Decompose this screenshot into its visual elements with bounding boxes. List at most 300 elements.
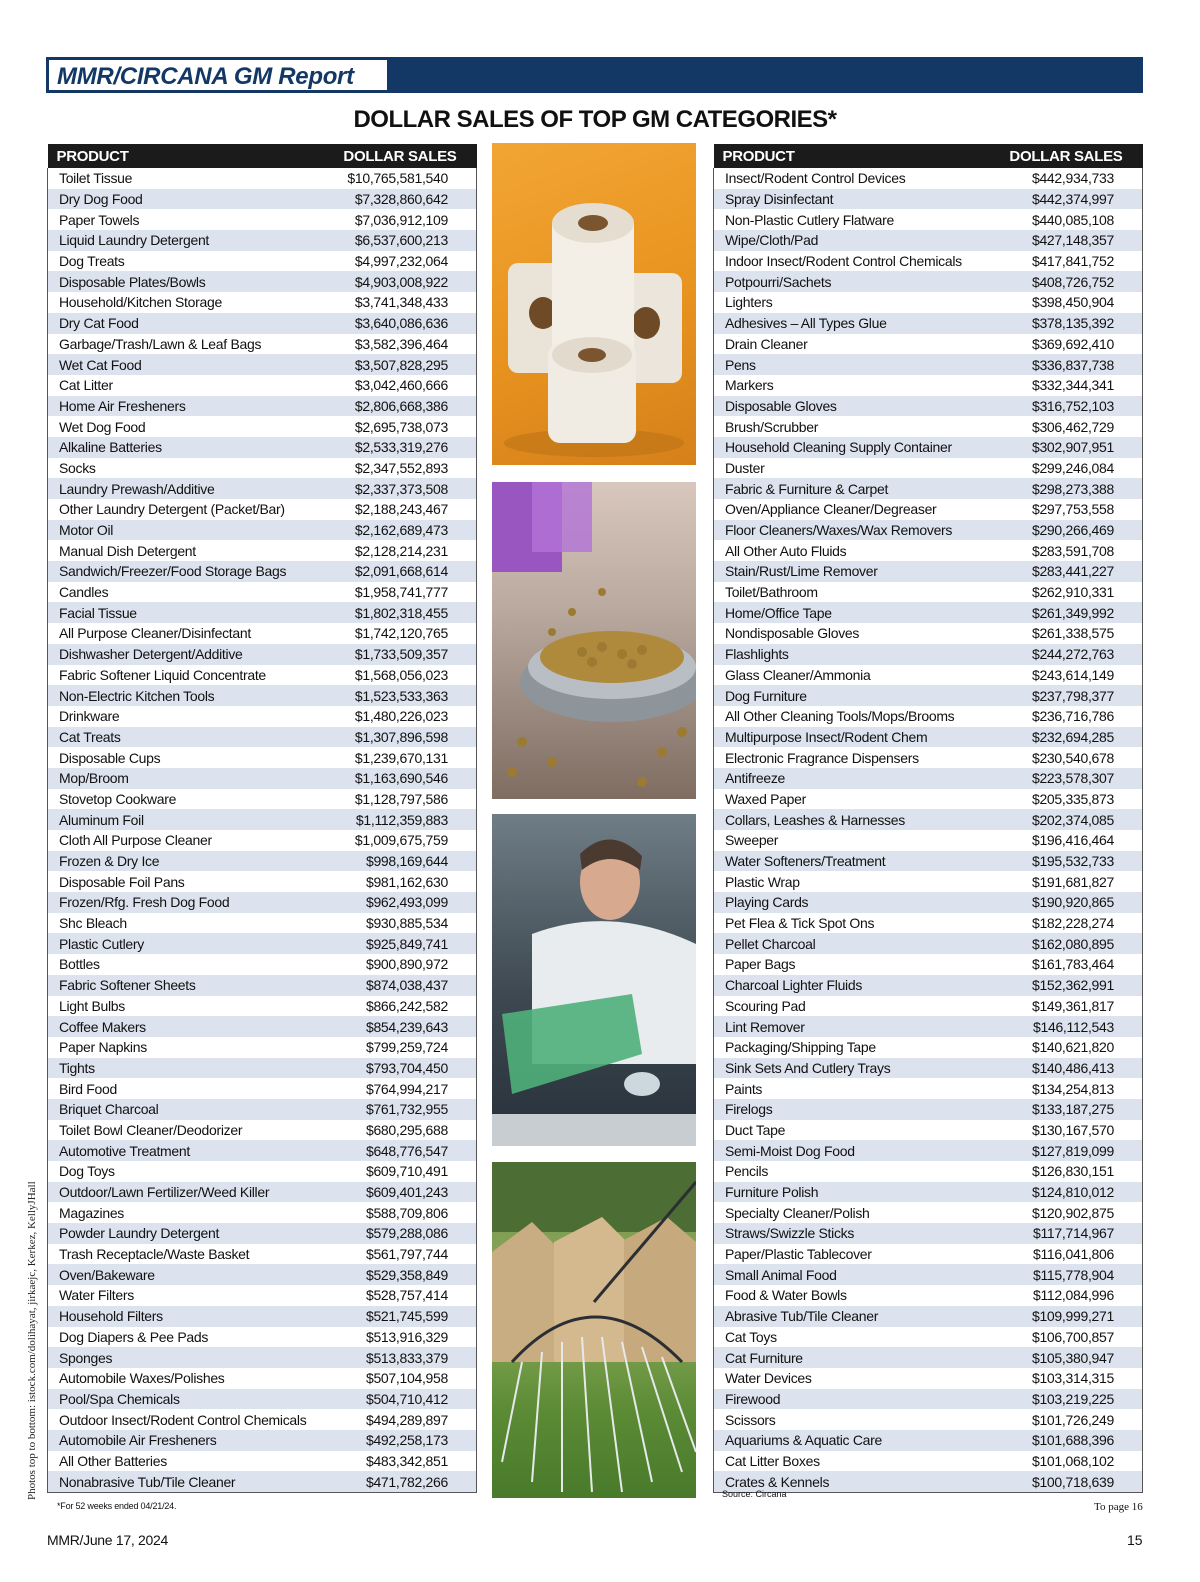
- table-row: [48, 230, 477, 251]
- product-cell: Other Laundry Detergent (Packet/Bar): [48, 499, 331, 520]
- product-cell: Aluminum Foil: [48, 809, 331, 830]
- product-cell: Antifreeze: [714, 768, 993, 789]
- table-row: [48, 437, 477, 458]
- dollar-sales-cell: $3,640,086,636: [331, 313, 477, 334]
- table-row: [48, 520, 477, 541]
- table-row: [48, 871, 477, 892]
- dollar-sales-cell: $149,361,817: [993, 996, 1143, 1017]
- dollar-sales-cell: $442,374,997: [993, 189, 1143, 210]
- banner-title: MMR/CIRCANA GM Report: [57, 63, 354, 90]
- dollar-sales-cell: $223,578,307: [993, 768, 1143, 789]
- dollar-sales-cell: $290,266,469: [993, 520, 1143, 541]
- table-row: [48, 1099, 477, 1120]
- dollar-sales-cell: $10,765,581,540: [331, 168, 477, 189]
- product-cell: Paper Napkins: [48, 1037, 331, 1058]
- product-cell: Disposable Foil Pans: [48, 871, 331, 892]
- table-row: [48, 1161, 477, 1182]
- table-row: [48, 478, 477, 499]
- page-title: DOLLAR SALES OF TOP GM CATEGORIES*: [353, 106, 837, 133]
- product-cell: Paints: [714, 1078, 993, 1099]
- table-row: [48, 975, 477, 996]
- table-row: [714, 375, 1143, 396]
- table-row: [48, 1140, 477, 1161]
- product-cell: Oven/Bakeware: [48, 1264, 331, 1285]
- dollar-sales-cell: $232,694,285: [993, 727, 1143, 748]
- product-cell: Cat Litter: [48, 375, 331, 396]
- product-cell: Spray Disinfectant: [714, 189, 993, 210]
- product-cell: All Other Batteries: [48, 1451, 331, 1472]
- product-cell: Cat Furniture: [714, 1347, 993, 1368]
- dollar-sales-cell: $109,999,271: [993, 1306, 1143, 1327]
- dollar-sales-cell: $427,148,357: [993, 230, 1143, 251]
- dollar-sales-cell: $1,568,056,023: [331, 665, 477, 686]
- banner-title-box: [48, 59, 388, 91]
- dollar-sales-cell: $124,810,012: [993, 1182, 1143, 1203]
- table-row: [714, 1140, 1143, 1161]
- table-row: [48, 644, 477, 665]
- product-cell: Automobile Air Fresheners: [48, 1430, 331, 1451]
- table-row: [48, 747, 477, 768]
- product-cell: Outdoor Insect/Rodent Control Chemicals: [48, 1409, 331, 1430]
- dollar-sales-cell: $588,709,806: [331, 1202, 477, 1223]
- dollar-sales-cell: $930,885,534: [331, 913, 477, 934]
- product-cell: Glass Cleaner/Ammonia: [714, 665, 993, 686]
- table-row: [714, 809, 1143, 830]
- table-row: [714, 230, 1143, 251]
- dollar-sales-cell: $494,289,897: [331, 1409, 477, 1430]
- product-cell: Non-Electric Kitchen Tools: [48, 685, 331, 706]
- product-cell: Multipurpose Insect/Rodent Chem: [714, 727, 993, 748]
- dollar-sales-cell: $243,614,149: [993, 665, 1143, 686]
- lawn-bags-illustration: [492, 1162, 696, 1498]
- table-row: [714, 954, 1143, 975]
- product-cell: Frozen & Dry Ice: [48, 851, 331, 872]
- dollar-sales-cell: $299,246,084: [993, 458, 1143, 479]
- footnote: *For 52 weeks ended 04/21/24.: [57, 1501, 177, 1511]
- product-cell: Home Air Fresheners: [48, 396, 331, 417]
- table-row: [48, 375, 477, 396]
- table-row: [714, 189, 1143, 210]
- column-header-product: PRODUCT: [714, 144, 993, 168]
- product-cell: Bird Food: [48, 1078, 331, 1099]
- product-cell: Briquet Charcoal: [48, 1099, 331, 1120]
- dollar-sales-cell: $492,258,173: [331, 1430, 477, 1451]
- table-row: [714, 1202, 1143, 1223]
- product-cell: Paper Bags: [714, 954, 993, 975]
- dollar-sales-cell: $103,314,315: [993, 1368, 1143, 1389]
- product-cell: Oven/Appliance Cleaner/Degreaser: [714, 499, 993, 520]
- dollar-sales-cell: $854,239,643: [331, 1016, 477, 1037]
- product-cell: Fabric & Furniture & Carpet: [714, 478, 993, 499]
- dollar-sales-cell: $283,591,708: [993, 540, 1143, 561]
- table-row: [714, 1078, 1143, 1099]
- dollar-sales-cell: $2,128,214,231: [331, 540, 477, 561]
- product-cell: Dry Cat Food: [48, 313, 331, 334]
- product-cell: Duster: [714, 458, 993, 479]
- dollar-sales-cell: $2,806,668,386: [331, 396, 477, 417]
- table-row: [48, 458, 477, 479]
- table-row: [48, 1306, 477, 1327]
- dollar-sales-cell: $332,344,341: [993, 375, 1143, 396]
- dollar-sales-cell: $140,621,820: [993, 1037, 1143, 1058]
- table-row: [714, 665, 1143, 686]
- dollar-sales-cell: $528,757,414: [331, 1285, 477, 1306]
- product-cell: Specialty Cleaner/Polish: [714, 1202, 993, 1223]
- dollar-sales-cell: $101,688,396: [993, 1430, 1143, 1451]
- product-cell: Toilet/Bathroom: [714, 582, 993, 603]
- dollar-sales-cell: $680,295,688: [331, 1120, 477, 1141]
- product-cell: Markers: [714, 375, 993, 396]
- table-row: [714, 437, 1143, 458]
- table-row: [714, 851, 1143, 872]
- dollar-sales-cell: $648,776,547: [331, 1140, 477, 1161]
- dollar-sales-cell: $471,782,266: [331, 1471, 477, 1492]
- table-row: [48, 209, 477, 230]
- product-cell: All Purpose Cleaner/Disinfectant: [48, 623, 331, 644]
- dollar-sales-cell: $1,742,120,765: [331, 623, 477, 644]
- product-cell: Lint Remover: [714, 1016, 993, 1037]
- dollar-sales-cell: $442,934,733: [993, 168, 1143, 189]
- table-row: [714, 209, 1143, 230]
- table-row: [48, 168, 477, 189]
- product-cell: Cat Toys: [714, 1327, 993, 1348]
- product-cell: Plastic Wrap: [714, 871, 993, 892]
- table-row: [48, 251, 477, 272]
- sales-table-left-body: [48, 168, 477, 1493]
- product-cell: Pool/Spa Chemicals: [48, 1389, 331, 1410]
- product-cell: Non-Plastic Cutlery Flatware: [714, 209, 993, 230]
- dollar-sales-cell: $408,726,752: [993, 271, 1143, 292]
- product-cell: Household/Kitchen Storage: [48, 292, 331, 313]
- table-row: [714, 1306, 1143, 1327]
- dollar-sales-cell: $1,523,533,363: [331, 685, 477, 706]
- table-row: [714, 478, 1143, 499]
- dollar-sales-cell: $4,903,008,922: [331, 271, 477, 292]
- product-cell: Light Bulbs: [48, 996, 331, 1017]
- source-note: Source: Circana: [722, 1489, 787, 1499]
- dollar-sales-cell: $237,798,377: [993, 685, 1143, 706]
- product-cell: Dog Diapers & Pee Pads: [48, 1327, 331, 1348]
- table-row: [48, 1285, 477, 1306]
- product-cell: Tights: [48, 1058, 331, 1079]
- dollar-sales-cell: $100,718,639: [993, 1471, 1143, 1492]
- sales-table-right: [713, 144, 1143, 1493]
- pet-food-photo: [492, 482, 696, 799]
- dollar-sales-cell: $981,162,630: [331, 871, 477, 892]
- lawn-bags-photo: [492, 1162, 696, 1498]
- table-row: [714, 416, 1143, 437]
- table-row: [48, 416, 477, 437]
- product-cell: Dishwasher Detergent/Additive: [48, 644, 331, 665]
- dollar-sales-cell: $369,692,410: [993, 334, 1143, 355]
- product-cell: Collars, Leashes & Harnesses: [714, 809, 993, 830]
- dollar-sales-cell: $440,085,108: [993, 209, 1143, 230]
- table-row: [714, 1120, 1143, 1141]
- table-row: [714, 1368, 1143, 1389]
- product-cell: Water Filters: [48, 1285, 331, 1306]
- dollar-sales-cell: $6,537,600,213: [331, 230, 477, 251]
- dollar-sales-cell: $1,958,741,777: [331, 582, 477, 603]
- product-cell: Magazines: [48, 1202, 331, 1223]
- dollar-sales-cell: $261,338,575: [993, 623, 1143, 644]
- dollar-sales-cell: $152,362,991: [993, 975, 1143, 996]
- table-row: [714, 1327, 1143, 1348]
- table-row: [714, 1058, 1143, 1079]
- table-row: [48, 1451, 477, 1472]
- dollar-sales-cell: $146,112,543: [993, 1016, 1143, 1037]
- dollar-sales-cell: $191,681,827: [993, 871, 1143, 892]
- dollar-sales-cell: $4,997,232,064: [331, 251, 477, 272]
- dollar-sales-cell: $874,038,437: [331, 975, 477, 996]
- product-cell: Cat Litter Boxes: [714, 1451, 993, 1472]
- dollar-sales-cell: $161,783,464: [993, 954, 1143, 975]
- table-row: [48, 1389, 477, 1410]
- pouring-detergent-illustration: [492, 814, 696, 1146]
- dollar-sales-cell: $3,042,460,666: [331, 375, 477, 396]
- table-row: [714, 644, 1143, 665]
- dollar-sales-cell: $196,416,464: [993, 830, 1143, 851]
- dollar-sales-cell: $761,732,955: [331, 1099, 477, 1120]
- product-cell: Adhesives – All Types Glue: [714, 313, 993, 334]
- table-row: [714, 727, 1143, 748]
- product-cell: Toilet Tissue: [48, 168, 331, 189]
- product-cell: Toilet Bowl Cleaner/Deodorizer: [48, 1120, 331, 1141]
- product-cell: Cloth All Purpose Cleaner: [48, 830, 331, 851]
- table-row: [48, 1058, 477, 1079]
- product-cell: Waxed Paper: [714, 789, 993, 810]
- product-cell: Cat Treats: [48, 727, 331, 748]
- dollar-sales-cell: $1,239,670,131: [331, 747, 477, 768]
- table-row: [48, 809, 477, 830]
- product-cell: Potpourri/Sachets: [714, 271, 993, 292]
- dollar-sales-cell: $1,480,226,023: [331, 706, 477, 727]
- table-row: [48, 706, 477, 727]
- table-row: [714, 602, 1143, 623]
- product-cell: Water Devices: [714, 1368, 993, 1389]
- table-row: [714, 582, 1143, 603]
- product-cell: Floor Cleaners/Waxes/Wax Removers: [714, 520, 993, 541]
- table-row: [714, 1285, 1143, 1306]
- product-cell: Garbage/Trash/Lawn & Leaf Bags: [48, 334, 331, 355]
- dollar-sales-cell: $120,902,875: [993, 1202, 1143, 1223]
- table-row: [48, 499, 477, 520]
- dollar-sales-cell: $336,837,738: [993, 354, 1143, 375]
- dollar-sales-cell: $117,714,967: [993, 1223, 1143, 1244]
- product-cell: Shc Bleach: [48, 913, 331, 934]
- table-row: [48, 892, 477, 913]
- dollar-sales-cell: $3,507,828,295: [331, 354, 477, 375]
- product-cell: Drain Cleaner: [714, 334, 993, 355]
- dollar-sales-cell: $195,532,733: [993, 851, 1143, 872]
- table-row: [714, 975, 1143, 996]
- product-cell: Sponges: [48, 1347, 331, 1368]
- dollar-sales-cell: $398,450,904: [993, 292, 1143, 313]
- product-cell: Manual Dish Detergent: [48, 540, 331, 561]
- product-cell: Laundry Prewash/Additive: [48, 478, 331, 499]
- table-row: [48, 727, 477, 748]
- product-cell: Fabric Softener Sheets: [48, 975, 331, 996]
- dollar-sales-cell: $130,167,570: [993, 1120, 1143, 1141]
- table-row: [48, 1430, 477, 1451]
- product-cell: Scissors: [714, 1409, 993, 1430]
- product-cell: Pet Flea & Tick Spot Ons: [714, 913, 993, 934]
- product-cell: Food & Water Bowls: [714, 1285, 993, 1306]
- continued-on-page: To page 16: [1094, 1501, 1143, 1513]
- product-cell: Paper Towels: [48, 209, 331, 230]
- table-row: [48, 996, 477, 1017]
- product-cell: Flashlights: [714, 644, 993, 665]
- dollar-sales-cell: $513,916,329: [331, 1327, 477, 1348]
- table-row: [48, 913, 477, 934]
- product-cell: Packaging/Shipping Tape: [714, 1037, 993, 1058]
- product-cell: Pencils: [714, 1161, 993, 1182]
- table-row: [48, 1078, 477, 1099]
- dollar-sales-cell: $1,163,690,546: [331, 768, 477, 789]
- dollar-sales-cell: $115,778,904: [993, 1264, 1143, 1285]
- dollar-sales-cell: $262,910,331: [993, 582, 1143, 603]
- table-row: [714, 271, 1143, 292]
- dollar-sales-cell: $2,091,668,614: [331, 561, 477, 582]
- dollar-sales-cell: $998,169,644: [331, 851, 477, 872]
- dollar-sales-cell: $140,486,413: [993, 1058, 1143, 1079]
- photo-credit: Photos top to bottom: istock.com/dolihayat, jirkaejc, Kerkez, KellyJHall: [26, 1181, 38, 1500]
- table-row: [714, 1161, 1143, 1182]
- dollar-sales-cell: $302,907,951: [993, 437, 1143, 458]
- issue-date: MMR/June 17, 2024: [47, 1532, 168, 1548]
- dollar-sales-cell: $3,582,396,464: [331, 334, 477, 355]
- product-cell: Firewood: [714, 1389, 993, 1410]
- report-banner: [46, 57, 1143, 93]
- dollar-sales-cell: $244,272,763: [993, 644, 1143, 665]
- column-header-product: PRODUCT: [48, 144, 331, 168]
- table-row: [714, 789, 1143, 810]
- table-row: [714, 396, 1143, 417]
- table-row: [714, 830, 1143, 851]
- table-row: [714, 499, 1143, 520]
- table-row: [714, 1182, 1143, 1203]
- product-cell: Electronic Fragrance Dispensers: [714, 747, 993, 768]
- table-row: [714, 313, 1143, 334]
- dollar-sales-cell: $306,462,729: [993, 416, 1143, 437]
- dollar-sales-cell: $2,695,738,073: [331, 416, 477, 437]
- table-row: [714, 1016, 1143, 1037]
- product-cell: Liquid Laundry Detergent: [48, 230, 331, 251]
- product-cell: Candles: [48, 582, 331, 603]
- table-row: [714, 706, 1143, 727]
- table-row: [714, 871, 1143, 892]
- dollar-sales-cell: $866,242,582: [331, 996, 477, 1017]
- table-row: [48, 1120, 477, 1141]
- table-row: [48, 1182, 477, 1203]
- dollar-sales-cell: $799,259,724: [331, 1037, 477, 1058]
- dollar-sales-cell: $134,254,813: [993, 1078, 1143, 1099]
- table-row: [714, 913, 1143, 934]
- table-row: [48, 334, 477, 355]
- dollar-sales-cell: $2,162,689,473: [331, 520, 477, 541]
- product-cell: Disposable Cups: [48, 747, 331, 768]
- table-row: [714, 561, 1143, 582]
- product-cell: Disposable Plates/Bowls: [48, 271, 331, 292]
- table-header-row: [714, 144, 1143, 168]
- product-cell: Household Filters: [48, 1306, 331, 1327]
- dollar-sales-cell: $202,374,085: [993, 809, 1143, 830]
- table-row: [48, 789, 477, 810]
- product-cell: Water Softeners/Treatment: [714, 851, 993, 872]
- product-cell: Drinkware: [48, 706, 331, 727]
- table-row: [714, 1389, 1143, 1410]
- table-header-row: [48, 144, 477, 168]
- dollar-sales-cell: $162,080,895: [993, 933, 1143, 954]
- dollar-sales-cell: $378,135,392: [993, 313, 1143, 334]
- dollar-sales-cell: $521,745,599: [331, 1306, 477, 1327]
- product-cell: Charcoal Lighter Fluids: [714, 975, 993, 996]
- dollar-sales-cell: $925,849,741: [331, 933, 477, 954]
- table-row: [714, 168, 1143, 189]
- product-cell: Dog Furniture: [714, 685, 993, 706]
- product-cell: Indoor Insect/Rodent Control Chemicals: [714, 251, 993, 272]
- product-cell: Dry Dog Food: [48, 189, 331, 210]
- product-cell: Pellet Charcoal: [714, 933, 993, 954]
- table-row: [48, 540, 477, 561]
- product-cell: Home/Office Tape: [714, 602, 993, 623]
- product-cell: Small Animal Food: [714, 1264, 993, 1285]
- product-cell: Nondisposable Gloves: [714, 623, 993, 644]
- dollar-sales-cell: $561,797,744: [331, 1244, 477, 1265]
- table-row: [48, 954, 477, 975]
- product-cell: Automobile Waxes/Polishes: [48, 1368, 331, 1389]
- product-cell: Socks: [48, 458, 331, 479]
- table-row: [714, 623, 1143, 644]
- product-cell: Paper/Plastic Tablecover: [714, 1244, 993, 1265]
- table-row: [48, 933, 477, 954]
- dollar-sales-cell: $1,802,318,455: [331, 602, 477, 623]
- dollar-sales-cell: $205,335,873: [993, 789, 1143, 810]
- dollar-sales-cell: $504,710,412: [331, 1389, 477, 1410]
- table-row: [714, 1244, 1143, 1265]
- product-cell: Insect/Rodent Control Devices: [714, 168, 993, 189]
- product-cell: All Other Auto Fluids: [714, 540, 993, 561]
- table-row: [714, 458, 1143, 479]
- table-row: [48, 1327, 477, 1348]
- table-row: [48, 623, 477, 644]
- product-cell: Mop/Broom: [48, 768, 331, 789]
- table-row: [48, 396, 477, 417]
- product-cell: Facial Tissue: [48, 602, 331, 623]
- table-row: [714, 1223, 1143, 1244]
- table-row: [714, 520, 1143, 541]
- table-row: [48, 1471, 477, 1492]
- product-cell: Dog Treats: [48, 251, 331, 272]
- table-row: [48, 1409, 477, 1430]
- dollar-sales-cell: $962,493,099: [331, 892, 477, 913]
- dollar-sales-cell: $3,741,348,433: [331, 292, 477, 313]
- dollar-sales-cell: $105,380,947: [993, 1347, 1143, 1368]
- table-row: [714, 685, 1143, 706]
- product-cell: Wet Dog Food: [48, 416, 331, 437]
- table-row: [714, 933, 1143, 954]
- dollar-sales-cell: $133,187,275: [993, 1099, 1143, 1120]
- dollar-sales-cell: $900,890,972: [331, 954, 477, 975]
- table-row: [48, 189, 477, 210]
- product-cell: Scouring Pad: [714, 996, 993, 1017]
- product-cell: All Other Cleaning Tools/Mops/Brooms: [714, 706, 993, 727]
- table-row: [48, 271, 477, 292]
- table-row: [48, 582, 477, 603]
- product-cell: Stovetop Cookware: [48, 789, 331, 810]
- dollar-sales-cell: $182,228,274: [993, 913, 1143, 934]
- table-row: [48, 1016, 477, 1037]
- column-header-dollar-sales: DOLLAR SALES: [993, 144, 1143, 168]
